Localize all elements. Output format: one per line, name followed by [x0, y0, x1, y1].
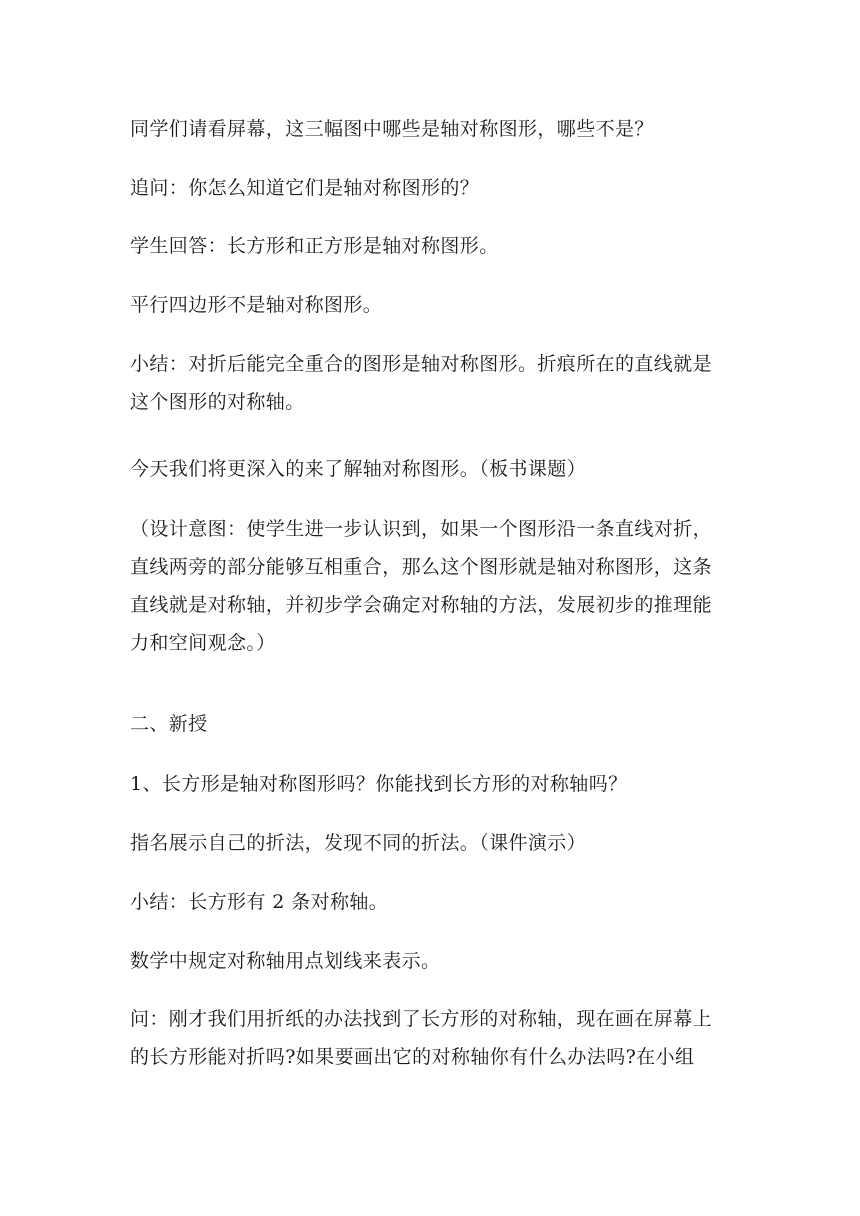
text-line: 直线两旁的部分能够互相重合，那么这个图形就是轴对称图形，这条 [130, 556, 713, 578]
text-line: 小结：长方形有 2 条对称轴。 [130, 891, 389, 913]
paragraph [130, 110, 732, 148]
paragraph [130, 345, 732, 421]
text-line: 这个图形的对称轴。 [130, 391, 305, 413]
text-line: 指名展示自己的折法，发现不同的折法。（课件演示） [130, 832, 587, 854]
text-line: 追问：你怎么知道它们是轴对称图形的？ [130, 177, 480, 199]
text-line: 同学们请看屏幕，这三幅图中哪些是轴对称图形，哪些不是？ [130, 118, 654, 140]
text-line: 直线就是对称轴，并初步学会确定对称轴的方法，发展初步的推理能 [130, 594, 713, 616]
paragraph [130, 765, 732, 803]
text-line: 今天我们将更深入的来了解轴对称图形。（板书课题） [130, 458, 587, 480]
text-line: 学生回答：长方形和正方形是轴对称图形。 [130, 235, 499, 257]
paragraph [130, 227, 732, 265]
text-line: 1、长方形是轴对称图形吗？你能找到长方形的对称轴吗？ [130, 773, 628, 795]
text-line: 二、新授 [130, 713, 208, 735]
text-line: （设计意图：使学生进一步认识到，如果一个图形沿一条直线对折， [130, 518, 713, 540]
text-line: 的长方形能对折吗?如果要画出它的对称轴你有什么办法吗?在小组 [130, 1046, 695, 1068]
paragraph [130, 883, 732, 921]
text-line: 数学中规定对称轴用点划线来表示。 [130, 950, 441, 972]
section-heading [130, 705, 732, 743]
text-line: 平行四边形不是轴对称图形。 [130, 294, 383, 316]
paragraph [130, 942, 732, 980]
paragraph [130, 450, 732, 488]
text-line: 问：刚才我们用折纸的办法找到了长方形的对称轴，现在画在屏幕上 [130, 1008, 713, 1030]
paragraph [130, 1000, 732, 1076]
paragraph [130, 169, 732, 207]
paragraph [130, 824, 732, 862]
paragraph [130, 286, 732, 324]
text-line: 力和空间观念。） [130, 632, 276, 654]
text-line: 小结：对折后能完全重合的图形是轴对称图形。折痕所在的直线就是 [130, 353, 713, 375]
paragraph [130, 510, 732, 662]
